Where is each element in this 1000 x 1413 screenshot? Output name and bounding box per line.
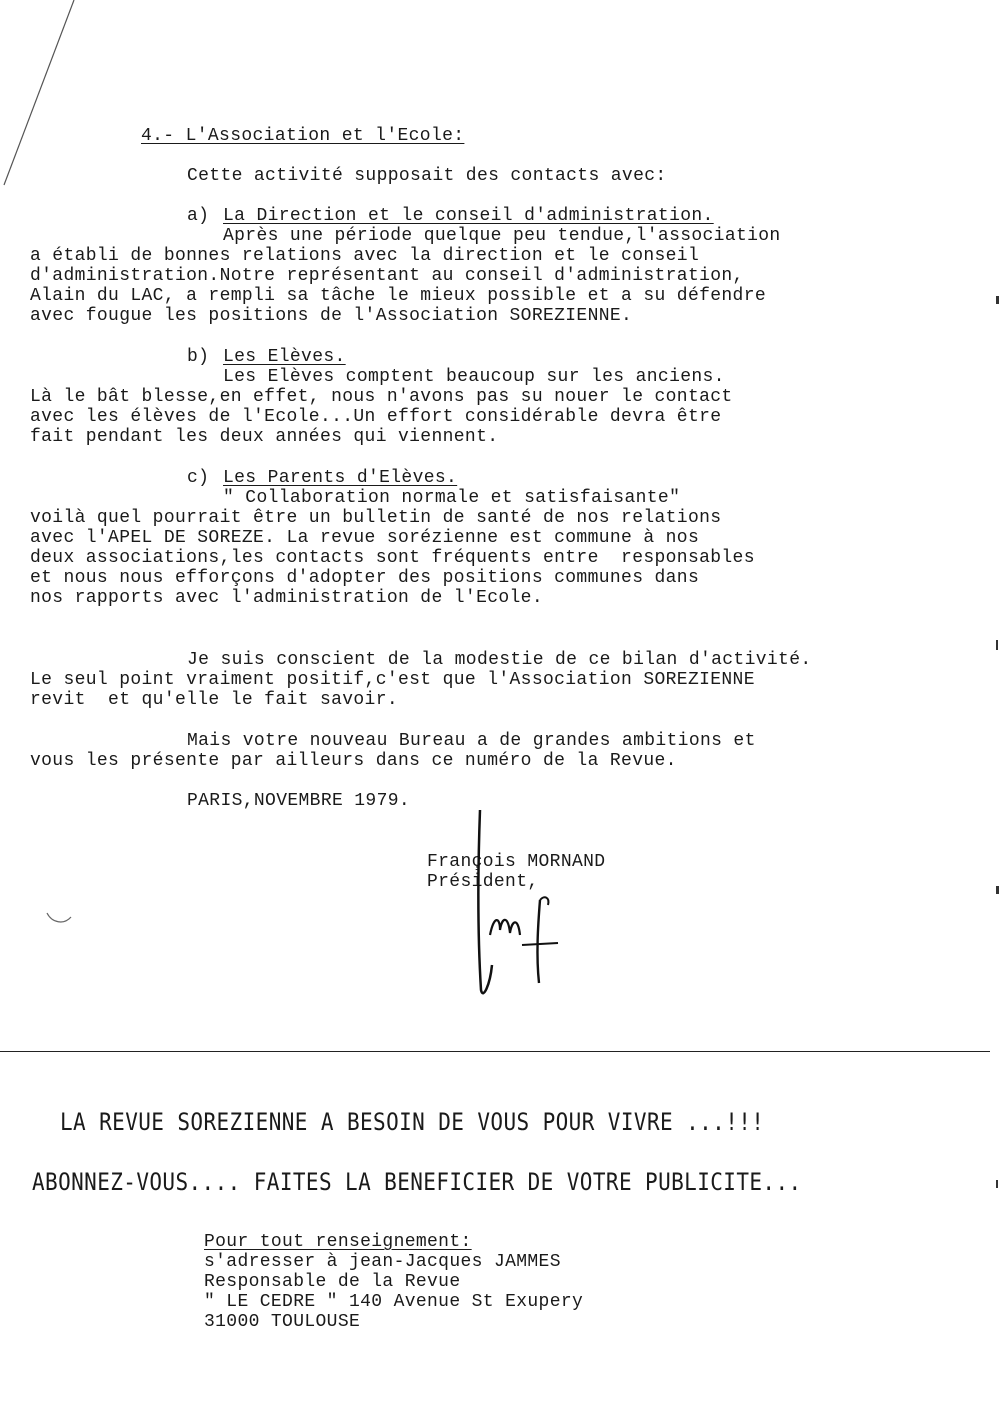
signatory-name: François MORNAND: [427, 852, 606, 872]
item-a-line: d'administration.Notre représentant au conseil d'administration,: [30, 266, 744, 286]
item-b-marker: b): [187, 347, 210, 367]
item-b-line: Les Elèves comptent beaucoup sur les anciens.: [223, 367, 725, 387]
conclusion-line: Mais votre nouveau Bureau a de grandes ambitions et: [187, 731, 756, 751]
item-a-title: La Direction et le conseil d'administration.: [223, 206, 714, 226]
item-c-line: et nous nous efforçons d'adopter des positions communes dans: [30, 568, 700, 588]
margin-tick: [996, 886, 999, 894]
item-c-line: nos rapports avec l'administration de l'Ecole.: [30, 588, 543, 608]
scan-edge-mark: [0, 0, 80, 200]
conclusion-line: vous les présente par ailleurs dans ce numéro de la Revue.: [30, 751, 677, 771]
conclusion-line: Le seul point vraiment positif,c'est que l'Association SOREZIENNE: [30, 670, 755, 690]
section-heading: 4.- L'Association et l'Ecole:: [141, 126, 465, 146]
contact-line: s'adresser à jean-Jacques JAMMES: [204, 1252, 561, 1272]
contact-line: " LE CEDRE " 140 Avenue St Exupery: [204, 1292, 584, 1312]
item-b-line: Là le bât blesse,en effet, nous n'avons pas su nouer le contact: [30, 387, 733, 407]
item-b-title: Les Elèves.: [223, 347, 346, 367]
contact-line: 31000 TOULOUSE: [204, 1312, 361, 1332]
scan-smudge-mark: [44, 905, 74, 927]
conclusion-line: revit et qu'elle le fait savoir.: [30, 690, 399, 710]
signatory-title: Président,: [427, 872, 539, 892]
signature: [460, 805, 580, 1005]
item-b-line: avec les élèves de l'Ecole...Un effort considérable devra être: [30, 407, 722, 427]
item-c-line: deux associations,les contacts sont fréquents entre responsables: [30, 548, 755, 568]
contact-heading: Pour tout renseignement:: [204, 1232, 472, 1252]
item-c-title: Les Parents d'Elèves.: [223, 468, 458, 488]
item-c-line: avec l'APEL DE SOREZE. La revue sorézienne est commune à nos: [30, 528, 700, 548]
item-c-line: " Collaboration normale et satisfaisante": [223, 488, 681, 508]
contact-line: Responsable de la Revue: [204, 1272, 461, 1292]
margin-tick: [996, 1180, 998, 1188]
item-a-line: Après une période quelque peu tendue,l'association: [223, 226, 781, 246]
place-date: PARIS,NOVEMBRE 1979.: [187, 791, 411, 811]
item-c-marker: c): [187, 468, 210, 488]
separator-rule: [0, 1051, 990, 1052]
intro-text: Cette activité supposait des contacts avec:: [187, 166, 667, 186]
banner-line-1: LA REVUE SOREZIENNE A BESOIN DE VOUS POUR VIVRE ...!!!: [60, 1108, 765, 1136]
item-b-line: fait pendant les deux années qui viennent.: [30, 427, 499, 447]
margin-tick: [996, 296, 999, 304]
item-a-line: Alain du LAC, a rempli sa tâche le mieux possible et a su défendre: [30, 286, 767, 306]
item-c-line: voilà quel pourrait être un bulletin de santé de nos relations: [30, 508, 722, 528]
conclusion-line: Je suis conscient de la modestie de ce bilan d'activité.: [187, 650, 812, 670]
item-a-line: avec fougue les positions de l'Association SOREZIENNE.: [30, 306, 633, 326]
margin-tick: [996, 640, 998, 650]
banner-line-2: ABONNEZ-VOUS.... FAITES LA BENEFICIER DE VOTRE PUBLICITE...: [32, 1168, 802, 1196]
item-a-line: a établi de bonnes relations avec la direction et le conseil: [30, 246, 700, 266]
item-a-marker: a): [187, 206, 210, 226]
